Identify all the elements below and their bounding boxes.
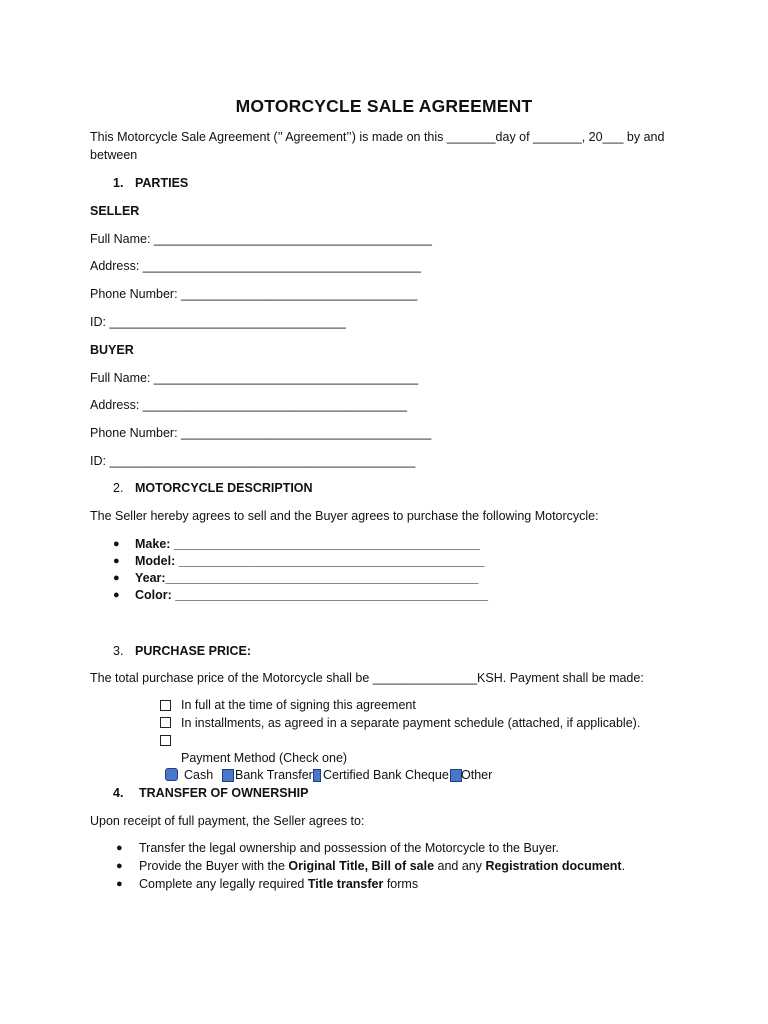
document-title: MOTORCYCLE SALE AGREEMENT — [235, 96, 533, 116]
section-1-heading: PARTIES — [135, 176, 189, 190]
payment-method-label: Payment Method (Check one) — [181, 751, 348, 765]
transfer-item-2-part-a: Provide the Buyer with the — [139, 859, 289, 873]
transfer-item-3-part-a: Complete any legally required — [139, 877, 308, 891]
section-2-number: 2. — [113, 481, 124, 495]
seller-phone-field[interactable]: Phone Number: __________________________________ — [90, 287, 418, 301]
transfer-item-2 — [139, 858, 625, 874]
buyer-phone-field[interactable]: Phone Number: ____________________________________ — [90, 426, 432, 440]
bullet-icon: ● — [116, 878, 123, 890]
option-installments-label: In installments, as agreed in a separate payment schedule (attached, if applicable). — [181, 716, 641, 730]
option-full-label: In full at the time of signing this agreement — [181, 698, 416, 712]
transfer-item-2-part-c: and any — [434, 859, 486, 873]
seller-id-field[interactable]: ID: __________________________________ — [90, 315, 346, 329]
color-field[interactable]: Color: _____________________________________________ — [135, 588, 489, 602]
section-4-heading: TRANSFER OF OWNERSHIP — [139, 786, 309, 800]
transfer-item-2-part-d: Registration document — [485, 859, 622, 873]
transfer-item-3 — [139, 876, 418, 892]
seller-address-field[interactable]: Address: ________________________________________ — [90, 259, 421, 273]
section-4-number: 4. — [113, 786, 124, 800]
section-2-heading: MOTORCYCLE DESCRIPTION — [135, 481, 313, 495]
intro-line-1: This Motorcycle Sale Agreement (’’ Agreement’’) is made on this _______day of _______, 20___ by and — [90, 130, 665, 144]
make-field[interactable]: Make: ____________________________________________ — [135, 537, 480, 551]
section-3-number: 3. — [113, 644, 124, 658]
buyer-id-field[interactable]: ID: ____________________________________________ — [90, 454, 416, 468]
bank-transfer-checkbox-icon[interactable] — [222, 769, 234, 782]
option-full-checkbox[interactable] — [160, 700, 171, 711]
other-label: Other — [461, 768, 493, 782]
bullet-icon: ● — [116, 842, 123, 854]
transfer-item-2-part-e: . — [621, 859, 626, 873]
bank-transfer-label: Bank Transfer — [235, 768, 313, 782]
year-field[interactable]: Year:_____________________________________________ — [135, 571, 479, 585]
section-3-heading: PURCHASE PRICE: — [135, 644, 251, 658]
transfer-item-2-part-b: Original Title, Bill of sale — [288, 859, 435, 873]
bullet-icon: ● — [116, 860, 123, 872]
seller-full-name-field[interactable]: Full Name: ________________________________________ — [90, 232, 432, 246]
buyer-full-name-field[interactable]: Full Name: ______________________________________ — [90, 371, 419, 385]
transfer-item-3-part-b: Title transfer — [307, 877, 384, 891]
description-text: The Seller hereby agrees to sell and the Buyer agrees to purchase the following Motorcycle: — [90, 509, 599, 523]
bullet-icon: ● — [113, 589, 120, 601]
section-1-number: 1. — [113, 176, 124, 190]
transfer-item-3-part-c: forms — [383, 877, 419, 891]
intro-line-2: between — [90, 148, 138, 162]
buyer-address-field[interactable]: Address: ______________________________________ — [90, 398, 407, 412]
certified-cheque-checkbox-icon[interactable] — [313, 769, 321, 782]
cash-checkbox-icon[interactable] — [165, 768, 178, 781]
bullet-icon: ● — [113, 555, 120, 567]
buyer-label: BUYER — [90, 343, 134, 357]
cash-label: Cash — [184, 768, 214, 782]
option-installments-checkbox[interactable] — [160, 717, 171, 728]
seller-label: SELLER — [90, 204, 140, 218]
price-text: The total purchase price of the Motorcycle shall be _______________KSH. Payment shall be made: — [90, 671, 644, 685]
bullet-icon: ● — [113, 572, 120, 584]
certified-cheque-label: Certified Bank Cheque — [323, 768, 449, 782]
option-blank-checkbox[interactable] — [160, 735, 171, 746]
model-field[interactable]: Model: ____________________________________________ — [135, 554, 485, 568]
transfer-item-1: Transfer the legal ownership and possession of the Motorcycle to the Buyer. — [139, 841, 559, 855]
transfer-text: Upon receipt of full payment, the Seller agrees to: — [90, 814, 365, 828]
bullet-icon: ● — [113, 538, 120, 550]
